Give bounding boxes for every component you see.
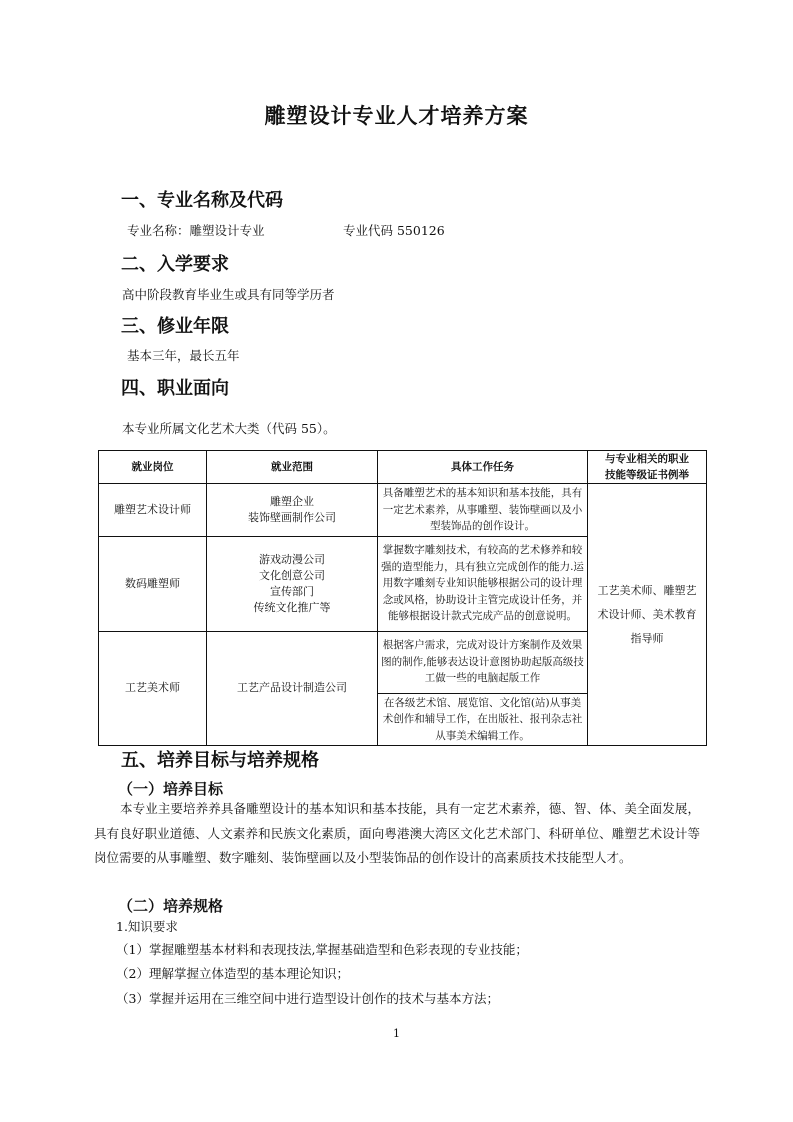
subsection-spec-heading: （二）培养规格 [118, 897, 224, 915]
page-number: 1 [393, 1027, 400, 1040]
cell-task: 在各级艺术馆、展览馆、文化馆(站)从事美术创作和辅导工作，在出版社、报刊杂志社从事美术编辑工作。 [378, 693, 588, 746]
cell-scope: 工艺产品设计制造公司 [207, 631, 378, 746]
study-duration: 基本三年，最长五年 [127, 348, 240, 363]
cell-scope: 游戏动漫公司 文化创意公司 宣传部门 传统文化推广等 [207, 536, 378, 631]
section-1-heading: 一、专业名称及代码 [121, 190, 283, 211]
list-item: （3）掌握并运用在三维空间中进行造型设计创作的技术与基本方法； [116, 991, 499, 1006]
major-name: 专业名称：雕塑设计专业 [127, 223, 265, 238]
cell-post: 数码雕塑师 [99, 536, 207, 631]
cell-task: 掌握数字雕刻技术，有较高的艺术修养和较强的造型能力，具有独立完成创作的能力.运用数字雕刻专业知识能够根据公司的设计理念或风格，协助设计主管完成设计任务，并能够根据设计款式完成产品的创意说明。 [378, 536, 588, 631]
knowledge-title: 1.知识要求 [116, 919, 178, 934]
cell-task: 具备雕塑艺术的基本知识和基本技能，具有一定艺术素养，从事雕塑、装饰壁画以及小型装饰品的创作设计。 [378, 484, 588, 537]
header-task: 具体工作任务 [378, 451, 588, 484]
cell-post: 雕塑艺术设计师 [99, 484, 207, 537]
cell-scope: 雕塑企业 装饰壁画制作公司 [207, 484, 378, 537]
section-3-heading: 三、修业年限 [121, 316, 229, 337]
document-title: 雕塑设计专业人才培养方案 [264, 104, 529, 128]
list-item: （1）掌握雕塑基本材料和表现技法,掌握基础造型和色彩表现的专业技能； [116, 942, 528, 957]
goal-paragraph: 本专业主要培养养具备雕塑设计的基本知识和基本技能，具有一定艺术素养，德、智、体、美全面发展，具有良好职业道德、人文素养和民族文化素质，面向粤港澳大湾区文化艺术部门、科研单位、雕塑艺术设计等岗位需要的从事雕塑、数字雕刻、装饰壁画以及小型装饰品的创作设计的高素质技术技能型人才。 [94, 801, 700, 865]
admission-requirement: 高中阶段教育毕业生或具有同等学历者 [122, 287, 335, 302]
section-2-heading: 二、入学要求 [121, 254, 229, 275]
cell-post: 工艺美术师 [99, 631, 207, 746]
header-scope: 就业范围 [207, 451, 378, 484]
header-post: 就业岗位 [99, 451, 207, 484]
section-5-heading: 五、培养目标与培养规格 [121, 750, 319, 771]
cell-task: 根据客户需求，完成对设计方案制作及效果图的制作,能够表达设计意图协助起版高级技工做一些的电脑起版工作 [378, 631, 588, 693]
major-code: 专业代码 550126 [343, 223, 445, 238]
header-certificate: 与专业相关的职业 技能等级证书例举 [588, 451, 707, 484]
cell-certificate: 工艺美术师、雕塑艺术设计师、美术教育指导师 [588, 484, 707, 746]
occupation-table [98, 450, 707, 746]
list-item: （2）理解掌握立体造型的基本理论知识； [116, 966, 349, 981]
table-header-row [99, 451, 707, 484]
occupation-intro: 本专业所属文化艺术大类（代码 55）。 [122, 421, 336, 436]
subsection-goal-heading: （一）培养目标 [118, 780, 224, 798]
table-row [99, 484, 707, 537]
section-4-heading: 四、职业面向 [121, 378, 229, 399]
